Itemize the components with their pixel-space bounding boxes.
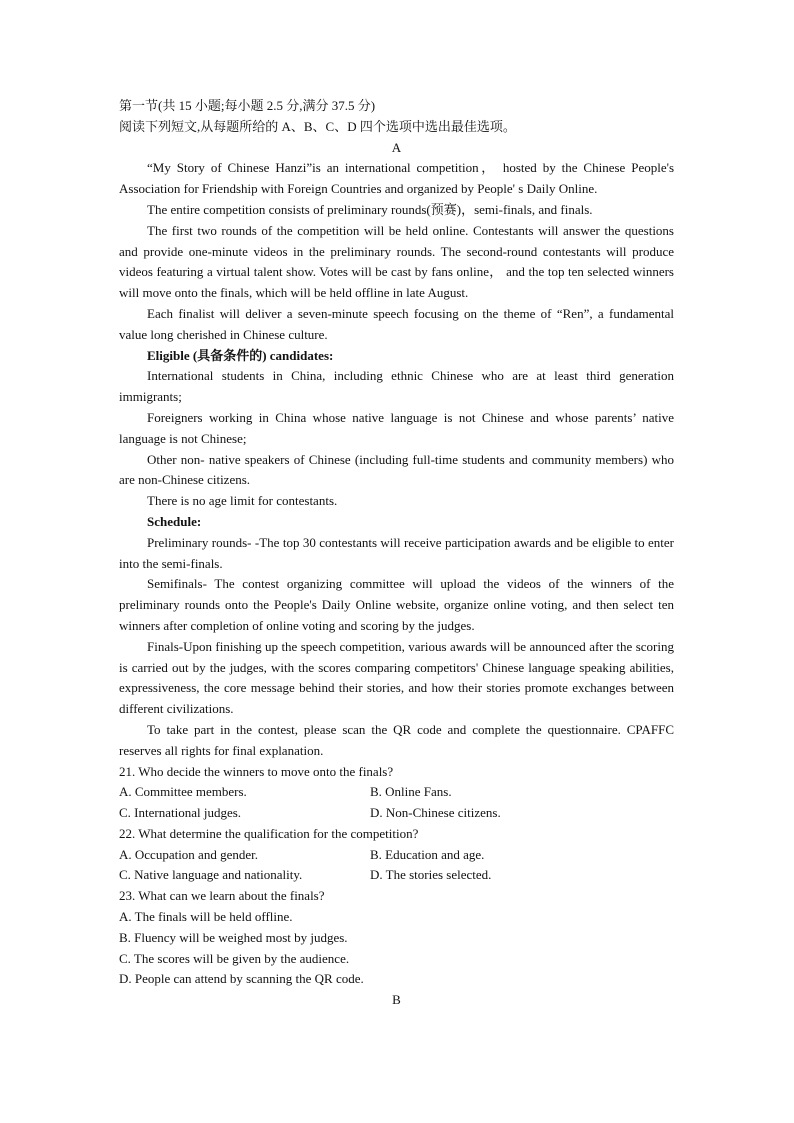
eligible-heading: Eligible (具备条件的) candidates: (147, 347, 334, 363)
option-d: D. People can attend by scanning the QR code. (119, 971, 364, 987)
next-passage-label: B (392, 992, 401, 1008)
passage-paragraph: The first two rounds of the competition will be held online. Contestants will answer the questions and provide one-minute videos in the preliminary rounds. The second-round contestants will produce videos featuring a virtual talent show. Votes will be cast by fans online， and the top ten selected winners will move onto the finals, which will be held offline in late August. (119, 222, 674, 301)
question-stem: 23. What can we learn about the finals? (119, 888, 325, 904)
passage-label: A (391, 139, 402, 155)
page-content (119, 96, 674, 1011)
schedule-item: Finals-Upon finishing up the speech competition, various awards will be announced after the scoring is carried out by the judges, with the scores comparing competitors' Chinese language speaking abilities, expressiveness, the core message behind their stories, and how their stories promote exchanges between different civilizations. (119, 638, 674, 717)
option-b: B. Fluency will be weighed most by judges. (119, 929, 348, 945)
option-c: C. International judges. (119, 805, 242, 821)
schedule-item: Semifinals- The contest organizing committee will upload the videos of the winners of the preliminary rounds onto the People's Daily Online website, organize online voting, and then select ten winners after completion of online voting and scoring by the judges. (119, 576, 674, 633)
passage-paragraph: The entire competition consists of preliminary rounds(预赛)，semi-finals, and finals. (147, 201, 593, 217)
question-stem: 22. What determine the qualification for the competition? (119, 825, 419, 841)
option-b: B. Online Fans. (370, 784, 452, 800)
passage-paragraph: Each finalist will deliver a seven-minute speech focusing on the theme of “Ren”, a fundamental value long cherished in Chinese culture. (119, 305, 674, 342)
option-row (119, 782, 674, 803)
eligibility-item: Foreigners working in China whose native language is not Chinese and whose parents’ native language is not Chinese; (119, 409, 674, 446)
eligibility-item: International students in China, including ethnic Chinese who are at least third generation immigrants; (119, 368, 674, 405)
option-row (119, 803, 674, 824)
section-header: 第一节(共 15 小题;每小题 2.5 分,满分 37.5 分) (119, 98, 376, 113)
option-row (119, 865, 674, 886)
option-b: B. Education and age. (370, 846, 485, 862)
eligibility-item: Other non- native speakers of Chinese (including full-time students and community members) who are non-Chinese citizens. (119, 451, 674, 488)
option-c: C. Native language and nationality. (119, 867, 303, 883)
passage-paragraph: “My Story of Chinese Hanzi”is an international competition， hosted by the Chinese People's Association for Friendship with Foreign Countries and organized by People' s Daily Online. (119, 160, 674, 197)
option-d: D. Non-Chinese citizens. (370, 805, 501, 821)
schedule-item: Preliminary rounds- -The top 30 contestants will receive participation awards and be eligible to enter into the semi-finals. (119, 534, 674, 571)
schedule-heading: Schedule: (147, 513, 202, 529)
option-c: C. The scores will be given by the audience. (119, 950, 350, 966)
option-a: A. Occupation and gender. (119, 846, 258, 862)
eligibility-item: There is no age limit for contestants. (147, 493, 338, 509)
option-a: A. Committee members. (119, 784, 247, 800)
closing-paragraph: To take part in the contest, please scan the QR code and complete the questionnaire. CPAFFC reserves all rights for final explanation. (119, 721, 674, 758)
reading-instruction: 阅读下列短文,从每题所给的 A、B、C、D 四个选项中选出最佳选项。 (119, 118, 516, 134)
option-row (119, 845, 674, 866)
option-a: A. The finals will be held offline. (119, 909, 293, 925)
option-d: D. The stories selected. (370, 867, 492, 883)
question-stem: 21. Who decide the winners to move onto the finals? (119, 763, 394, 779)
